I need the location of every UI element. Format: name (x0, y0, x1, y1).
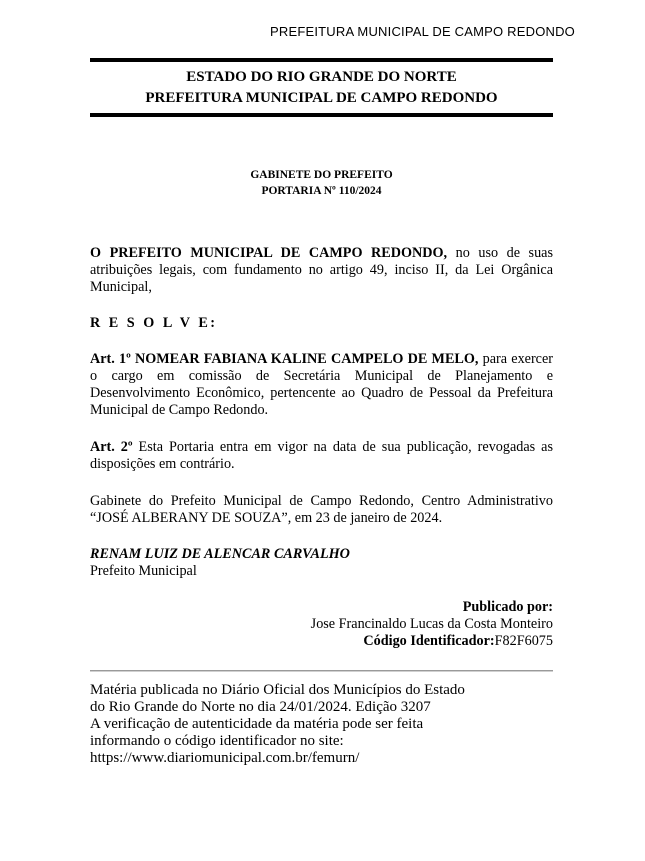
publisher-name: Jose Francinaldo Lucas da Costa Monteiro (310, 616, 553, 632)
running-header: PREFEITURA MUNICIPAL DE CAMPO REDONDO (270, 24, 575, 39)
header-prefecture: PREFEITURA MUNICIPAL DE CAMPO REDONDO (145, 90, 498, 106)
document-page (90, 58, 553, 767)
header-state: ESTADO DO RIO GRANDE DO NORTE (186, 69, 457, 85)
portaria-number: PORTARIA Nº 110/2024 (261, 185, 382, 197)
signature-block (90, 546, 553, 580)
document-header (90, 62, 553, 113)
footer-line-4: informando o código identificador no site: (90, 733, 344, 749)
office-title: GABINETE DO PREFEITO (250, 169, 393, 181)
article-2 (90, 439, 553, 473)
article-1-label: Art. 1º NOMEAR FABIANA KALINE CAMPELO DE MELO, (90, 351, 479, 367)
footer-line-1: Matéria publicada no Diário Oficial dos Municípios do Estado (90, 682, 465, 698)
article-1 (90, 351, 553, 419)
publication-footer (90, 682, 553, 767)
footer-url: https://www.diariomunicipal.com.br/femurn/ (90, 750, 360, 766)
identifier-code: F82F6075 (494, 633, 553, 649)
footer-line-2: do Rio Grande do Norte no dia 24/01/2024. Edição 3207 (90, 699, 431, 715)
preamble (90, 245, 553, 296)
resolve-heading: R E S O L V E: (90, 315, 218, 331)
publication-block (90, 599, 553, 650)
closing-paragraph: Gabinete do Prefeito Municipal de Campo Redondo, Centro Administrativo “JOSÉ ALBERANY DE SOUZA”, em 23 de janeiro de 2024. (90, 493, 553, 526)
signature-name: RENAM LUIZ DE ALENCAR CARVALHO (90, 546, 350, 562)
article-2-label: Art. 2º (90, 439, 133, 455)
footer-rule (90, 670, 553, 672)
preamble-subject: O PREFEITO MUNICIPAL DE CAMPO REDONDO, (90, 245, 448, 261)
document-body (90, 245, 553, 650)
document-title-block (90, 167, 553, 199)
header-bottom-rule (90, 113, 553, 117)
published-by-label: Publicado por: (462, 599, 553, 615)
article-2-text: Esta Portaria entra em vigor na data de sua publicação, revogadas as disposições em contrário. (90, 439, 553, 472)
identifier-label: Código Identificador: (363, 633, 495, 649)
preamble-text: no uso de suas atribuições legais, com fundamento no artigo 49, inciso II, da Lei Orgânica Municipal, (90, 245, 553, 295)
signature-title: Prefeito Municipal (90, 563, 197, 579)
footer-line-3: A verificação de autenticidade da matéria pode ser feita (90, 716, 424, 732)
identifier-line (90, 633, 553, 650)
article-1-text: para exercer o cargo em comissão de Secretária Municipal de Planejamento e Desenvolvimento Econômico, pertencente ao Quadro de Pessoal da Prefeitura Municipal de Campo Redondo. (90, 351, 553, 418)
